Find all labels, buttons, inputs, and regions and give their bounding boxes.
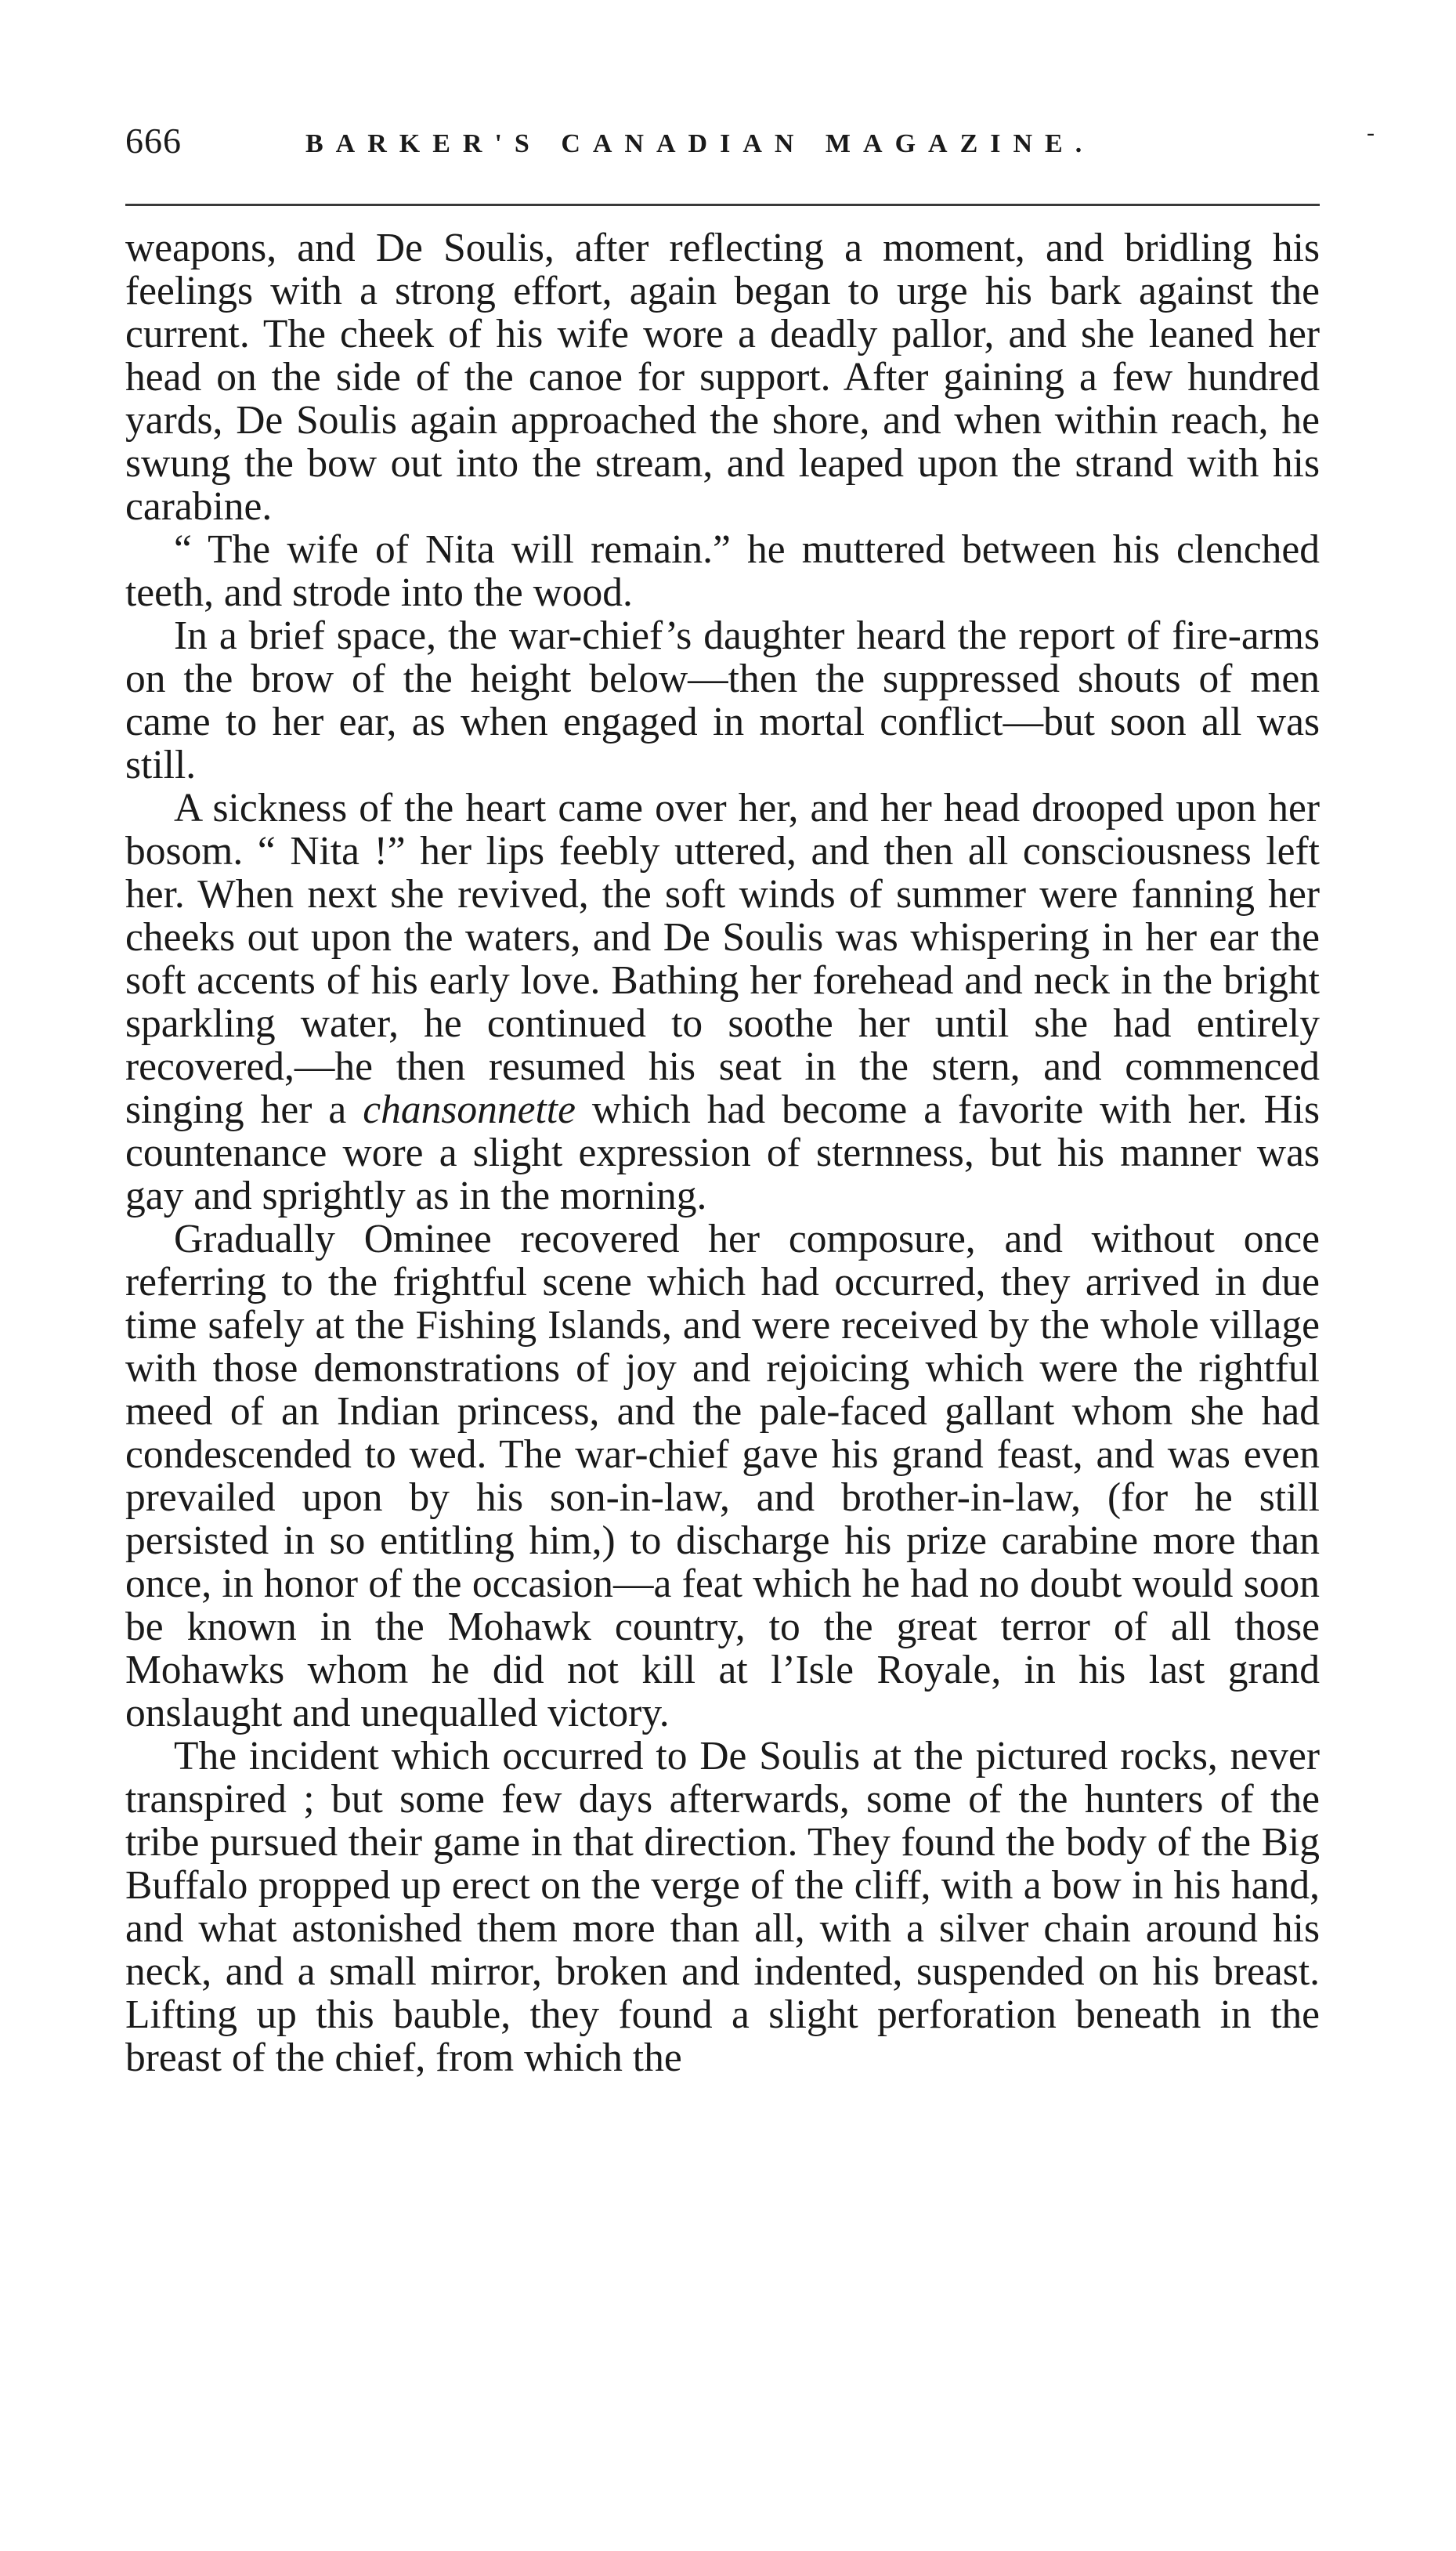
body-text: [125, 226, 1320, 2079]
paragraph-6: The incident which occurred to De Soulis at the pictured rocks, never transpired ; but some few days afterwards, some of the hunters of the tribe pursued their game in that direction. They found the body of the Big Buffalo propped up erect on the verge of the cliff, with a bow in his hand, and what astonished them more than all, with a silver chain around his neck, and a small mirror, broken and indented, suspended on his breast. Lifting up this bauble, they found a slight perforation beneath in the breast of the chief, from which the: [125, 1734, 1320, 2080]
header-rule: [125, 204, 1320, 206]
paragraph-3: In a brief space, the war-chief’s daughter heard the report of fire-arms on the brow of the height below—then the suppressed shouts of men came to her ear, as when engaged in mortal conflict—but soon all was still.: [125, 613, 1320, 787]
paragraph-4-after: which had become a favorite with her. His countenance wore a slight expression of sternness, but his manner was gay and sprightly as in the morning.: [125, 1087, 1321, 1218]
page-number: 666: [125, 121, 182, 161]
chansonnette-emphasis: chansonnette: [363, 1087, 576, 1132]
running-head: [125, 118, 1375, 165]
paragraph-5: Gradually Ominee recovered her composure, and without once referring to the frightful scene which had occurred, they arrived in due time safely at the Fishing Islands, and were received by the whole village with those demonstrations of joy and rejoicing which were the rightful meed of an Indian princess, and the pale-faced gallant whom she had condescended to wed. The war-chief gave his grand feast, and was even prevailed upon by his son-in-law, and brother-in-law, (for he still persisted in so entitling him,) to discharge his prize carabine more than once, in honor of the occasion—a feat which he had no doubt would soon be known in the Mohawk country, to the great terror of all those Mohawks whom he did not kill at l’Isle Royale, in his last grand onslaught and unequalled victory.: [125, 1217, 1320, 1735]
magazine-page: [125, 118, 1375, 2080]
header-title: BARKER'S CANADIAN MAGAZINE.: [305, 129, 1095, 158]
paragraph-4: [125, 787, 1320, 1218]
paragraph-1: weapons, and De Soulis, after reflecting a moment, and bridling his feelings with a strong effort, again began to urge his bark against the current. The cheek of his wife wore a deadly pallor, and she leaned her head on the side of the canoe for support. After gaining a few hundred yards, De Soulis again approached the shore, and when within reach, he swung the bow out into the stream, and leaped upon the strand with his carabine.: [125, 226, 1320, 529]
paragraph-2: “ The wife of Nita will remain.” he muttered between his clenched teeth, and strode into the wood.: [125, 527, 1320, 615]
margin-mark: -: [1367, 120, 1375, 146]
paragraph-4-before: A sickness of the heart came over her, and her head drooped upon her bosom. “ Nita !” her lips feebly uttered, and then all consciousness left her. When next she revived, the soft winds of summer were fanning her cheeks out upon the waters, and De Soulis was whispering in her ear the soft accents of his early love. Bathing her forehead and neck in the bright sparkling water, he continued to soothe her until she had entirely recovered,—he then resumed his seat in the stern, and commenced singing her a: [125, 786, 1320, 1132]
